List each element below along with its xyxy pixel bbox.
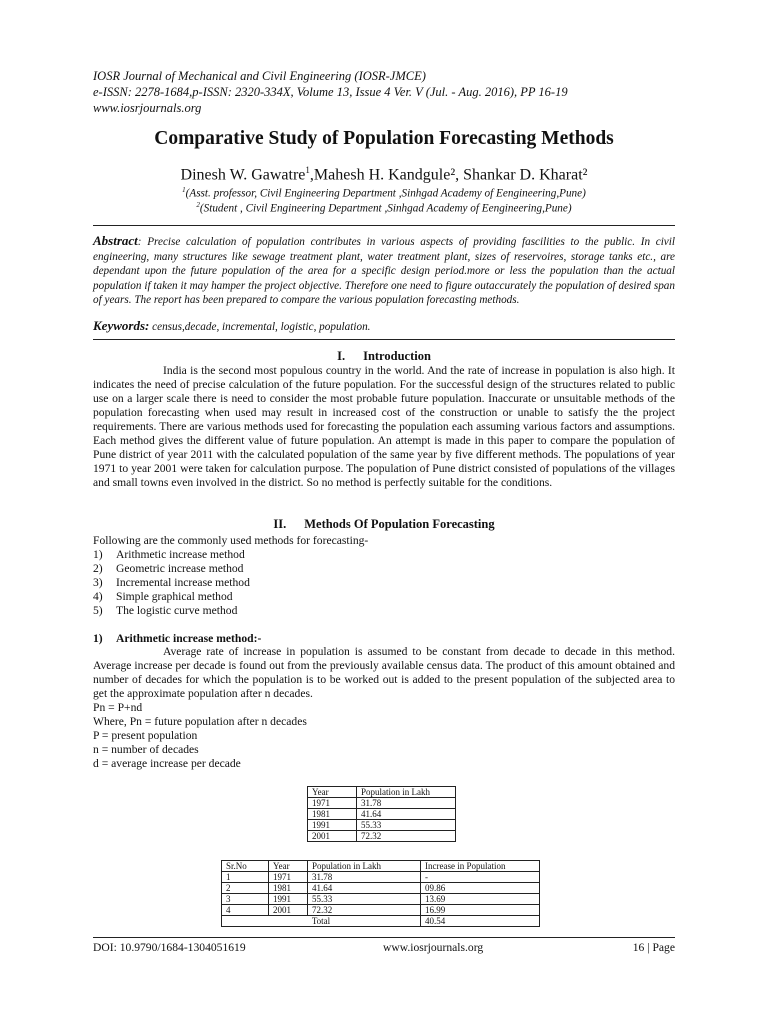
journal-header: [93, 68, 693, 116]
affiliation-2-text: (Student , Civil Engineering Department ,Sinhgad Academy of Eengineering,Pune): [199, 202, 572, 215]
list-number: 4): [93, 590, 103, 603]
affiliation-1: [0, 186, 768, 200]
table-row: [222, 883, 540, 894]
definition: d = average increase per decade: [93, 757, 241, 770]
table-cell: 72.32: [357, 831, 456, 842]
table-row: [308, 820, 456, 831]
section-number: II.: [273, 517, 287, 531]
section-heading-intro: [0, 349, 768, 364]
section-number: I.: [337, 349, 346, 363]
list-item: [93, 590, 233, 604]
footer-doi: DOI: 10.9790/1684-1304051619: [93, 941, 246, 954]
table-row: [222, 894, 540, 905]
table-header-cell: Year: [308, 787, 357, 798]
arithmetic-paragraph: Average rate of increase in population is assumed to be constant from decade to decade in this method. Average increase per decade is found out from the previously available census data. The product of this amount obtained and number of decades for which the population is to be worked out is added to the present population of the subjected area to get the approximate population after n decades.: [93, 645, 675, 700]
table-header-cell: Sr.No: [222, 861, 269, 872]
table-cell: 1991: [269, 894, 308, 905]
abstract-text: : Precise calculation of population contributes in various aspects of providing fascilities to the public. In civil engineering, many structures like sewage treatment plant, water treatment plant, sizes of reservoires, storage tanks etc., are dependant upon the future population of the area for a specific design period.more or less the population than the actual population if taken it may hamper the project objective. Therefore one need to figure outaccurately the population of desired span of years. The report has been prepared to compare the various population forecasting methods.: [93, 236, 675, 307]
table-header-cell: Population in Lakh: [308, 861, 421, 872]
list-label: Simple graphical method: [116, 590, 233, 603]
keywords-text: census,decade, incremental, logistic, population.: [149, 321, 371, 333]
section-title: Methods Of Population Forecasting: [304, 517, 495, 531]
author-1: Dinesh W. Gawatre: [180, 166, 306, 184]
list-number: 2): [93, 562, 103, 575]
table-cell: 2: [222, 883, 269, 894]
list-item: [93, 576, 250, 590]
table-row: [222, 872, 540, 883]
table-header-row: [308, 787, 456, 798]
list-number: 3): [93, 576, 103, 589]
total-value: 40.54: [421, 916, 540, 927]
list-label: Incremental increase method: [116, 576, 250, 589]
journal-website[interactable]: www.iosrjournals.org: [93, 101, 202, 115]
list-item: [93, 604, 237, 618]
table-row: [308, 809, 456, 820]
table-cell: 41.64: [357, 809, 456, 820]
footer-divider: [93, 937, 675, 938]
list-item: [93, 548, 245, 562]
definition: n = number of decades: [93, 743, 199, 756]
table-cell: 16.99: [421, 905, 540, 916]
subsection-heading-arithmetic: [93, 632, 261, 645]
section-title: Introduction: [363, 349, 431, 363]
population-table: [307, 786, 456, 842]
total-label: Total: [222, 916, 421, 927]
table-header-cell: Population in Lakh: [357, 787, 456, 798]
table-row: [308, 831, 456, 842]
table-header-cell: Increase in Population: [421, 861, 540, 872]
table-cell: -: [421, 872, 540, 883]
abstract: [93, 234, 675, 308]
table-cell: 1: [222, 872, 269, 883]
table-cell: 72.32: [308, 905, 421, 916]
table-cell: 13.69: [421, 894, 540, 905]
section-heading-methods: [0, 517, 768, 532]
table-cell: 1971: [308, 798, 357, 809]
methods-lead: Following are the commonly used methods for forecasting-: [93, 534, 369, 547]
footer-website[interactable]: www.iosrjournals.org: [383, 941, 484, 954]
intro-paragraph: India is the second most populous country in the world. And the rate of increase in population is also high. It indicates the need of precise calculation of the future population. For the successful design of the structures related to public use on a larger scale there is need to consider the most probable future population. Inaccurate or unsuitable methods of the population forecasting when used may result in increased cost of the construction or unable to satisfy the the project requirements. There are various methods used for forecasting the population each assuming various factors and assumptions. Each method gives the different value of future population. An attempt is made in this paper to compare the population of Pune district of year 2011 with the calculated population of the same year by five different methods. The populations of year 1971 to year 2001 were taken for calculation purpose. The population of Pune district consisted of populations of the villages and small towns even involved in the district. So no method is perfectly suitable for the conditions.: [93, 364, 675, 489]
author-3: , Shankar D. Kharat²: [455, 166, 588, 184]
subsection-title: Arithmetic increase method:-: [116, 632, 262, 645]
table-cell: 2001: [308, 831, 357, 842]
table-cell: 1971: [269, 872, 308, 883]
table-total-row: [222, 916, 540, 927]
list-number: 5): [93, 604, 103, 617]
journal-name: IOSR Journal of Mechanical and Civil Engineering (IOSR-JMCE): [93, 69, 426, 83]
table-cell: 31.78: [357, 798, 456, 809]
table-cell: 1991: [308, 820, 357, 831]
divider-top: [93, 225, 675, 226]
definition: P = present population: [93, 729, 198, 742]
divider-abstract: [93, 339, 675, 340]
affiliation-1-sup: 1: [182, 186, 186, 194]
subsection-number: 1): [93, 632, 103, 645]
keywords-label: Keywords:: [93, 318, 150, 333]
table-cell: 2001: [269, 905, 308, 916]
author-2: ,Mahesh H. Kandgule²: [309, 166, 456, 184]
footer-page-number: 16 | Page: [632, 941, 675, 954]
list-item: [93, 562, 243, 576]
table-header-cell: Year: [269, 861, 308, 872]
paper-title: Comparative Study of Population Forecasting Methods: [154, 128, 614, 149]
increase-table: [221, 860, 540, 927]
table-cell: 09.86: [421, 883, 540, 894]
table-cell: 4: [222, 905, 269, 916]
table-cell: 1981: [308, 809, 357, 820]
author-1-sup: 1: [305, 165, 310, 175]
definition: Where, Pn = future population after n decades: [93, 715, 307, 728]
table-cell: 3: [222, 894, 269, 905]
affiliation-2-sup: 2: [196, 201, 200, 209]
table-cell: 1981: [269, 883, 308, 894]
list-label: The logistic curve method: [116, 604, 238, 617]
affiliation-2: [0, 201, 768, 215]
table-cell: 55.33: [357, 820, 456, 831]
formula: Pn = P+nd: [93, 701, 143, 714]
affiliation-1-text: (Asst. professor, Civil Engineering Department ,Sinhgad Academy of Eengineering,Pune): [185, 187, 586, 200]
table-row: [222, 905, 540, 916]
table-cell: 55.33: [308, 894, 421, 905]
abstract-label: Abstract: [93, 233, 138, 248]
keywords: [93, 318, 675, 334]
table-cell: 41.64: [308, 883, 421, 894]
list-number: 1): [93, 548, 103, 561]
table-cell: 31.78: [308, 872, 421, 883]
author-line: [0, 165, 768, 184]
table-row: [308, 798, 456, 809]
journal-issn: e-ISSN: 2278-1684,p-ISSN: 2320-334X, Volume 13, Issue 4 Ver. V (Jul. - Aug. 2016), PP 16-19: [93, 85, 568, 99]
table-header-row: [222, 861, 540, 872]
list-label: Arithmetic increase method: [116, 548, 245, 561]
list-label: Geometric increase method: [116, 562, 244, 575]
